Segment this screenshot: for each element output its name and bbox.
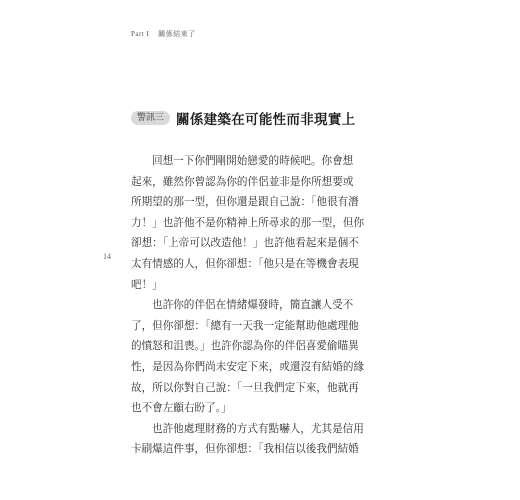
body-text-line: 卡刷爆這件事，但你卻想：「我相信以後我們結婚 (131, 443, 359, 456)
body-text (131, 151, 365, 460)
section-title: 關係建築在可能性而非現實上 (176, 112, 356, 128)
body-text-line: 回想一下你們剛開始戀愛的時候吧。你會想 (152, 155, 354, 167)
body-text-line: 太有情感的人，但你卻想：「他只是在等機會表現 (131, 257, 359, 270)
body-text-line: 也不會左顧右盼了。」 (131, 402, 232, 415)
body-text-line: 了，但你卻想：「總有一天我一定能幫助他處理他 (131, 319, 359, 332)
body-text-line: 起來，雖然你曾認為你的伴侶並非是你所想要或 (131, 175, 354, 188)
body-text-line: 所期望的那一型，但你還是跟自己說：「他很有潛 (131, 196, 359, 209)
running-header (131, 29, 196, 39)
body-text-line: 故，所以你對自己說：「一旦我們定下來，他就再 (131, 381, 359, 394)
body-text-line: 也許你的伴侶在情緒爆發時，簡直讓人受不 (152, 299, 354, 312)
header-part-label: Part I (131, 30, 150, 38)
body-text-line: 卻想：「上帝可以改造他！」也許他看起來是個不 (131, 237, 359, 250)
warning-badge: 警訊三 (131, 111, 170, 125)
header-chapter-title: 關係結束了 (158, 30, 196, 38)
body-text-line: 的憤怒和沮喪。」也許你認為你的伴侶喜愛偷瞄異 (131, 340, 359, 353)
body-text-line: 吧！」 (131, 278, 163, 291)
body-text-line: 也許他處理財務的方式有點嚇人，尤其是信用 (152, 422, 364, 435)
body-text-line: 力！」也許他不是你精神上所尋求的那一型，但你 (131, 216, 365, 229)
section-heading (131, 108, 355, 128)
body-text-line: 性，是因為你們尚未安定下來，或還沒有結婚的緣 (131, 360, 365, 373)
page-number: 14 (103, 252, 111, 261)
